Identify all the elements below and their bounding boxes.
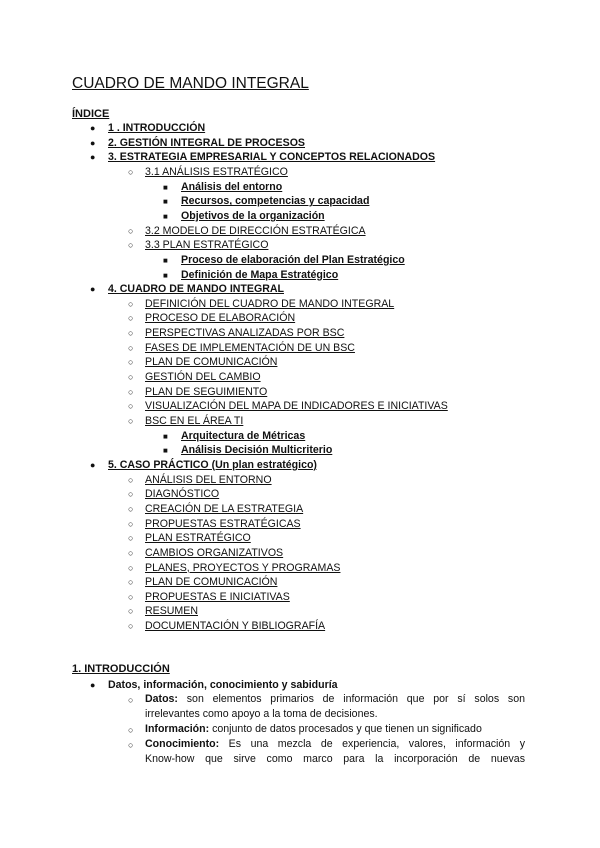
circle-bullet-icon: ○ xyxy=(128,240,134,251)
circle-bullet-icon: ○ xyxy=(128,503,134,514)
toc-entry[interactable] xyxy=(181,430,305,443)
toc-entry[interactable] xyxy=(145,605,198,618)
toc-entry[interactable] xyxy=(145,620,325,633)
square-bullet-icon: ■ xyxy=(163,197,168,207)
toc-entry[interactable] xyxy=(145,327,344,340)
toc-entry-link[interactable]: PROPUESTAS E INICIATIVAS xyxy=(145,590,290,603)
circle-bullet-icon: ○ xyxy=(128,591,134,602)
toc-entry[interactable] xyxy=(181,210,325,223)
term-informacion: Información: xyxy=(145,723,210,735)
circle-bullet-icon: ○ xyxy=(128,357,134,368)
toc-entry[interactable] xyxy=(145,298,394,311)
term-datos: Datos: xyxy=(145,693,178,705)
toc-entry-link[interactable]: Proceso de elaboración del Plan Estratégico xyxy=(181,253,405,266)
definition-datos-1: son elementos primarios de información que por sí solos son xyxy=(177,693,525,705)
square-bullet-icon: ■ xyxy=(163,431,168,441)
toc-entry-link[interactable]: PLAN DE COMUNICACIÓN xyxy=(145,356,278,369)
toc-entry[interactable] xyxy=(181,195,369,208)
toc-entry[interactable] xyxy=(145,166,288,179)
toc-entry[interactable] xyxy=(145,225,366,238)
circle-bullet-icon: ○ xyxy=(128,489,134,500)
toc-entry-link[interactable]: Objetivos de la organización xyxy=(181,209,325,222)
toc-entry[interactable] xyxy=(181,254,405,267)
square-bullet-icon: ■ xyxy=(163,270,168,280)
toc-entry-link[interactable]: PERSPECTIVAS ANALIZADAS POR BSC xyxy=(145,327,345,340)
toc-entry-link[interactable]: PLANES, PROYECTOS Y PROGRAMAS xyxy=(145,561,341,574)
toc-entry-link[interactable]: GESTIÓN DEL CAMBIO xyxy=(145,371,261,384)
toc-entry[interactable] xyxy=(145,488,219,501)
toc-entry[interactable] xyxy=(145,415,243,428)
section-bullet-text: Datos, información, conocimiento y sabiduría xyxy=(108,679,338,691)
circle-bullet-icon: ○ xyxy=(128,328,134,339)
toc-entry-link[interactable]: CAMBIOS ORGANIZATIVOS xyxy=(145,546,284,559)
circle-bullet-icon: ○ xyxy=(128,606,134,617)
bullet-icon: ● xyxy=(90,123,96,133)
page-title: CUADRO DE MANDO INTEGRAL xyxy=(72,75,309,92)
circle-bullet-icon: ○ xyxy=(128,372,134,383)
circle-bullet-icon: ○ xyxy=(128,533,134,544)
toc-entry-link[interactable]: VISUALIZACIÓN DEL MAPA DE INDICADORES E INICIATIVAS xyxy=(145,400,448,413)
toc-entry[interactable] xyxy=(108,459,317,472)
toc-entry-link[interactable]: 3. ESTRATEGIA EMPRESARIAL Y CONCEPTOS RELACIONADOS xyxy=(108,151,436,164)
circle-bullet-icon: ○ xyxy=(128,725,134,735)
circle-bullet-icon: ○ xyxy=(128,298,134,309)
term-conocimiento: Conocimiento: xyxy=(145,738,220,750)
paragraph-conocimiento xyxy=(145,737,525,767)
toc-entry[interactable] xyxy=(145,576,277,589)
toc-entry[interactable] xyxy=(145,532,251,545)
toc-entry[interactable] xyxy=(108,122,205,135)
toc-entry[interactable] xyxy=(145,312,295,325)
toc-entry-link[interactable]: DIAGNÓSTICO xyxy=(145,488,220,501)
toc-entry-link[interactable]: 3.2 MODELO DE DIRECCIÓN ESTRATÉGICA xyxy=(145,224,366,237)
circle-bullet-icon: ○ xyxy=(128,225,134,236)
bullet-icon: ● xyxy=(90,459,96,470)
definition-informacion: conjunto de datos procesados y que tienen un significado xyxy=(209,723,482,735)
toc-entry[interactable] xyxy=(145,562,340,575)
bullet-icon: ● xyxy=(90,152,96,163)
toc-entry-link[interactable]: DOCUMENTACIÓN Y BIBLIOGRAFÍA xyxy=(145,620,326,633)
square-bullet-icon: ■ xyxy=(163,255,168,265)
toc-entry-link[interactable]: 2. GESTIÓN INTEGRAL DE PROCESOS xyxy=(108,136,305,149)
toc-entry[interactable] xyxy=(145,547,283,560)
toc-entry-link[interactable]: PLAN DE COMUNICACIÓN xyxy=(145,576,278,589)
toc-entry-link[interactable]: PLAN ESTRATÉGICO xyxy=(145,532,251,545)
toc-entry[interactable] xyxy=(108,151,435,164)
toc-entry[interactable] xyxy=(145,591,290,604)
toc-entry-link[interactable]: RESUMEN xyxy=(145,605,198,618)
toc-entry-link[interactable]: PROPUESTAS ESTRATÉGICAS xyxy=(145,517,301,530)
circle-bullet-icon: ○ xyxy=(128,577,134,588)
paragraph-informacion xyxy=(145,722,525,737)
toc-entry-link[interactable]: Análisis Decisión Multicriterio xyxy=(181,444,333,457)
definition-conocimiento-1: Es una mezcla de experiencia, valores, información y xyxy=(219,738,525,750)
toc-entry-link[interactable]: Definición de Mapa Estratégico xyxy=(181,268,339,281)
toc-entry-link[interactable]: 1 . INTRODUCCIÓN xyxy=(108,122,206,134)
toc-entry[interactable] xyxy=(108,137,305,150)
toc-entry-link[interactable]: FASES DE IMPLEMENTACIÓN DE UN BSC xyxy=(145,341,355,354)
toc-entry[interactable] xyxy=(145,386,267,399)
toc-entry[interactable] xyxy=(145,400,448,413)
toc-entry-link[interactable]: 3.1 ANÁLISIS ESTRATÉGICO xyxy=(145,165,288,178)
circle-bullet-icon: ○ xyxy=(128,740,134,750)
square-bullet-icon: ■ xyxy=(163,182,168,192)
circle-bullet-icon: ○ xyxy=(128,401,134,412)
toc-entry[interactable] xyxy=(181,269,338,282)
section-heading: 1. INTRODUCCIÓN xyxy=(72,663,170,675)
toc-entry[interactable] xyxy=(145,518,301,531)
circle-bullet-icon: ○ xyxy=(128,474,134,485)
toc-entry-link[interactable]: PROCESO DE ELABORACIÓN xyxy=(145,312,296,325)
toc-entry[interactable] xyxy=(145,342,355,355)
definition-datos-2: irrelevantes como apoyo a la toma de decisiones. xyxy=(145,708,378,720)
bullet-icon: ● xyxy=(90,680,96,690)
toc-entry-link[interactable]: ANÁLISIS DEL ENTORNO xyxy=(145,473,272,486)
toc-entry[interactable] xyxy=(108,283,284,296)
toc-entry-link[interactable]: PLAN DE SEGUIMIENTO xyxy=(145,385,268,398)
toc-entry-link[interactable]: DEFINICIÓN DEL CUADRO DE MANDO INTEGRAL xyxy=(145,297,395,310)
circle-bullet-icon: ○ xyxy=(128,518,134,529)
definition-conocimiento-2: Know-how que sirve como marco para la incorporación de nuevas xyxy=(145,753,525,765)
circle-bullet-icon: ○ xyxy=(128,621,134,632)
index-heading: ÍNDICE xyxy=(72,108,110,120)
toc-entry-link[interactable]: Arquitectura de Métricas xyxy=(181,429,306,442)
toc-entry[interactable] xyxy=(145,474,272,487)
toc-entry-link[interactable]: 5. CASO PRÁCTICO (Un plan estratégico) xyxy=(108,458,317,471)
circle-bullet-icon: ○ xyxy=(128,166,134,177)
toc-entry-link[interactable]: 3.3 PLAN ESTRATÉGICO xyxy=(145,239,269,252)
toc-entry[interactable] xyxy=(145,356,277,369)
circle-bullet-icon: ○ xyxy=(128,547,134,558)
toc-entry-link[interactable]: Análisis del entorno xyxy=(181,180,283,193)
circle-bullet-icon: ○ xyxy=(128,695,134,705)
toc-entry-link[interactable]: Recursos, competencias y capacidad xyxy=(181,195,370,208)
toc-entry-link[interactable]: BSC EN EL ÁREA TI xyxy=(145,415,244,427)
circle-bullet-icon: ○ xyxy=(128,313,134,324)
toc-entry-link[interactable]: 4. CUADRO DE MANDO INTEGRAL xyxy=(108,283,284,296)
circle-bullet-icon: ○ xyxy=(128,416,134,426)
toc-entry[interactable] xyxy=(145,503,303,516)
toc-entry[interactable] xyxy=(145,239,268,252)
paragraph-datos xyxy=(145,692,525,722)
circle-bullet-icon: ○ xyxy=(128,562,134,573)
toc-entry[interactable] xyxy=(181,444,332,457)
circle-bullet-icon: ○ xyxy=(128,386,134,397)
square-bullet-icon: ■ xyxy=(163,446,168,456)
square-bullet-icon: ■ xyxy=(163,211,168,221)
toc-entry[interactable] xyxy=(145,371,261,384)
toc-entry[interactable] xyxy=(181,181,282,194)
toc-entry-link[interactable]: CREACIÓN DE LA ESTRATEGIA xyxy=(145,502,304,515)
circle-bullet-icon: ○ xyxy=(128,342,134,353)
bullet-icon: ● xyxy=(90,137,96,148)
bullet-icon: ● xyxy=(90,284,96,295)
